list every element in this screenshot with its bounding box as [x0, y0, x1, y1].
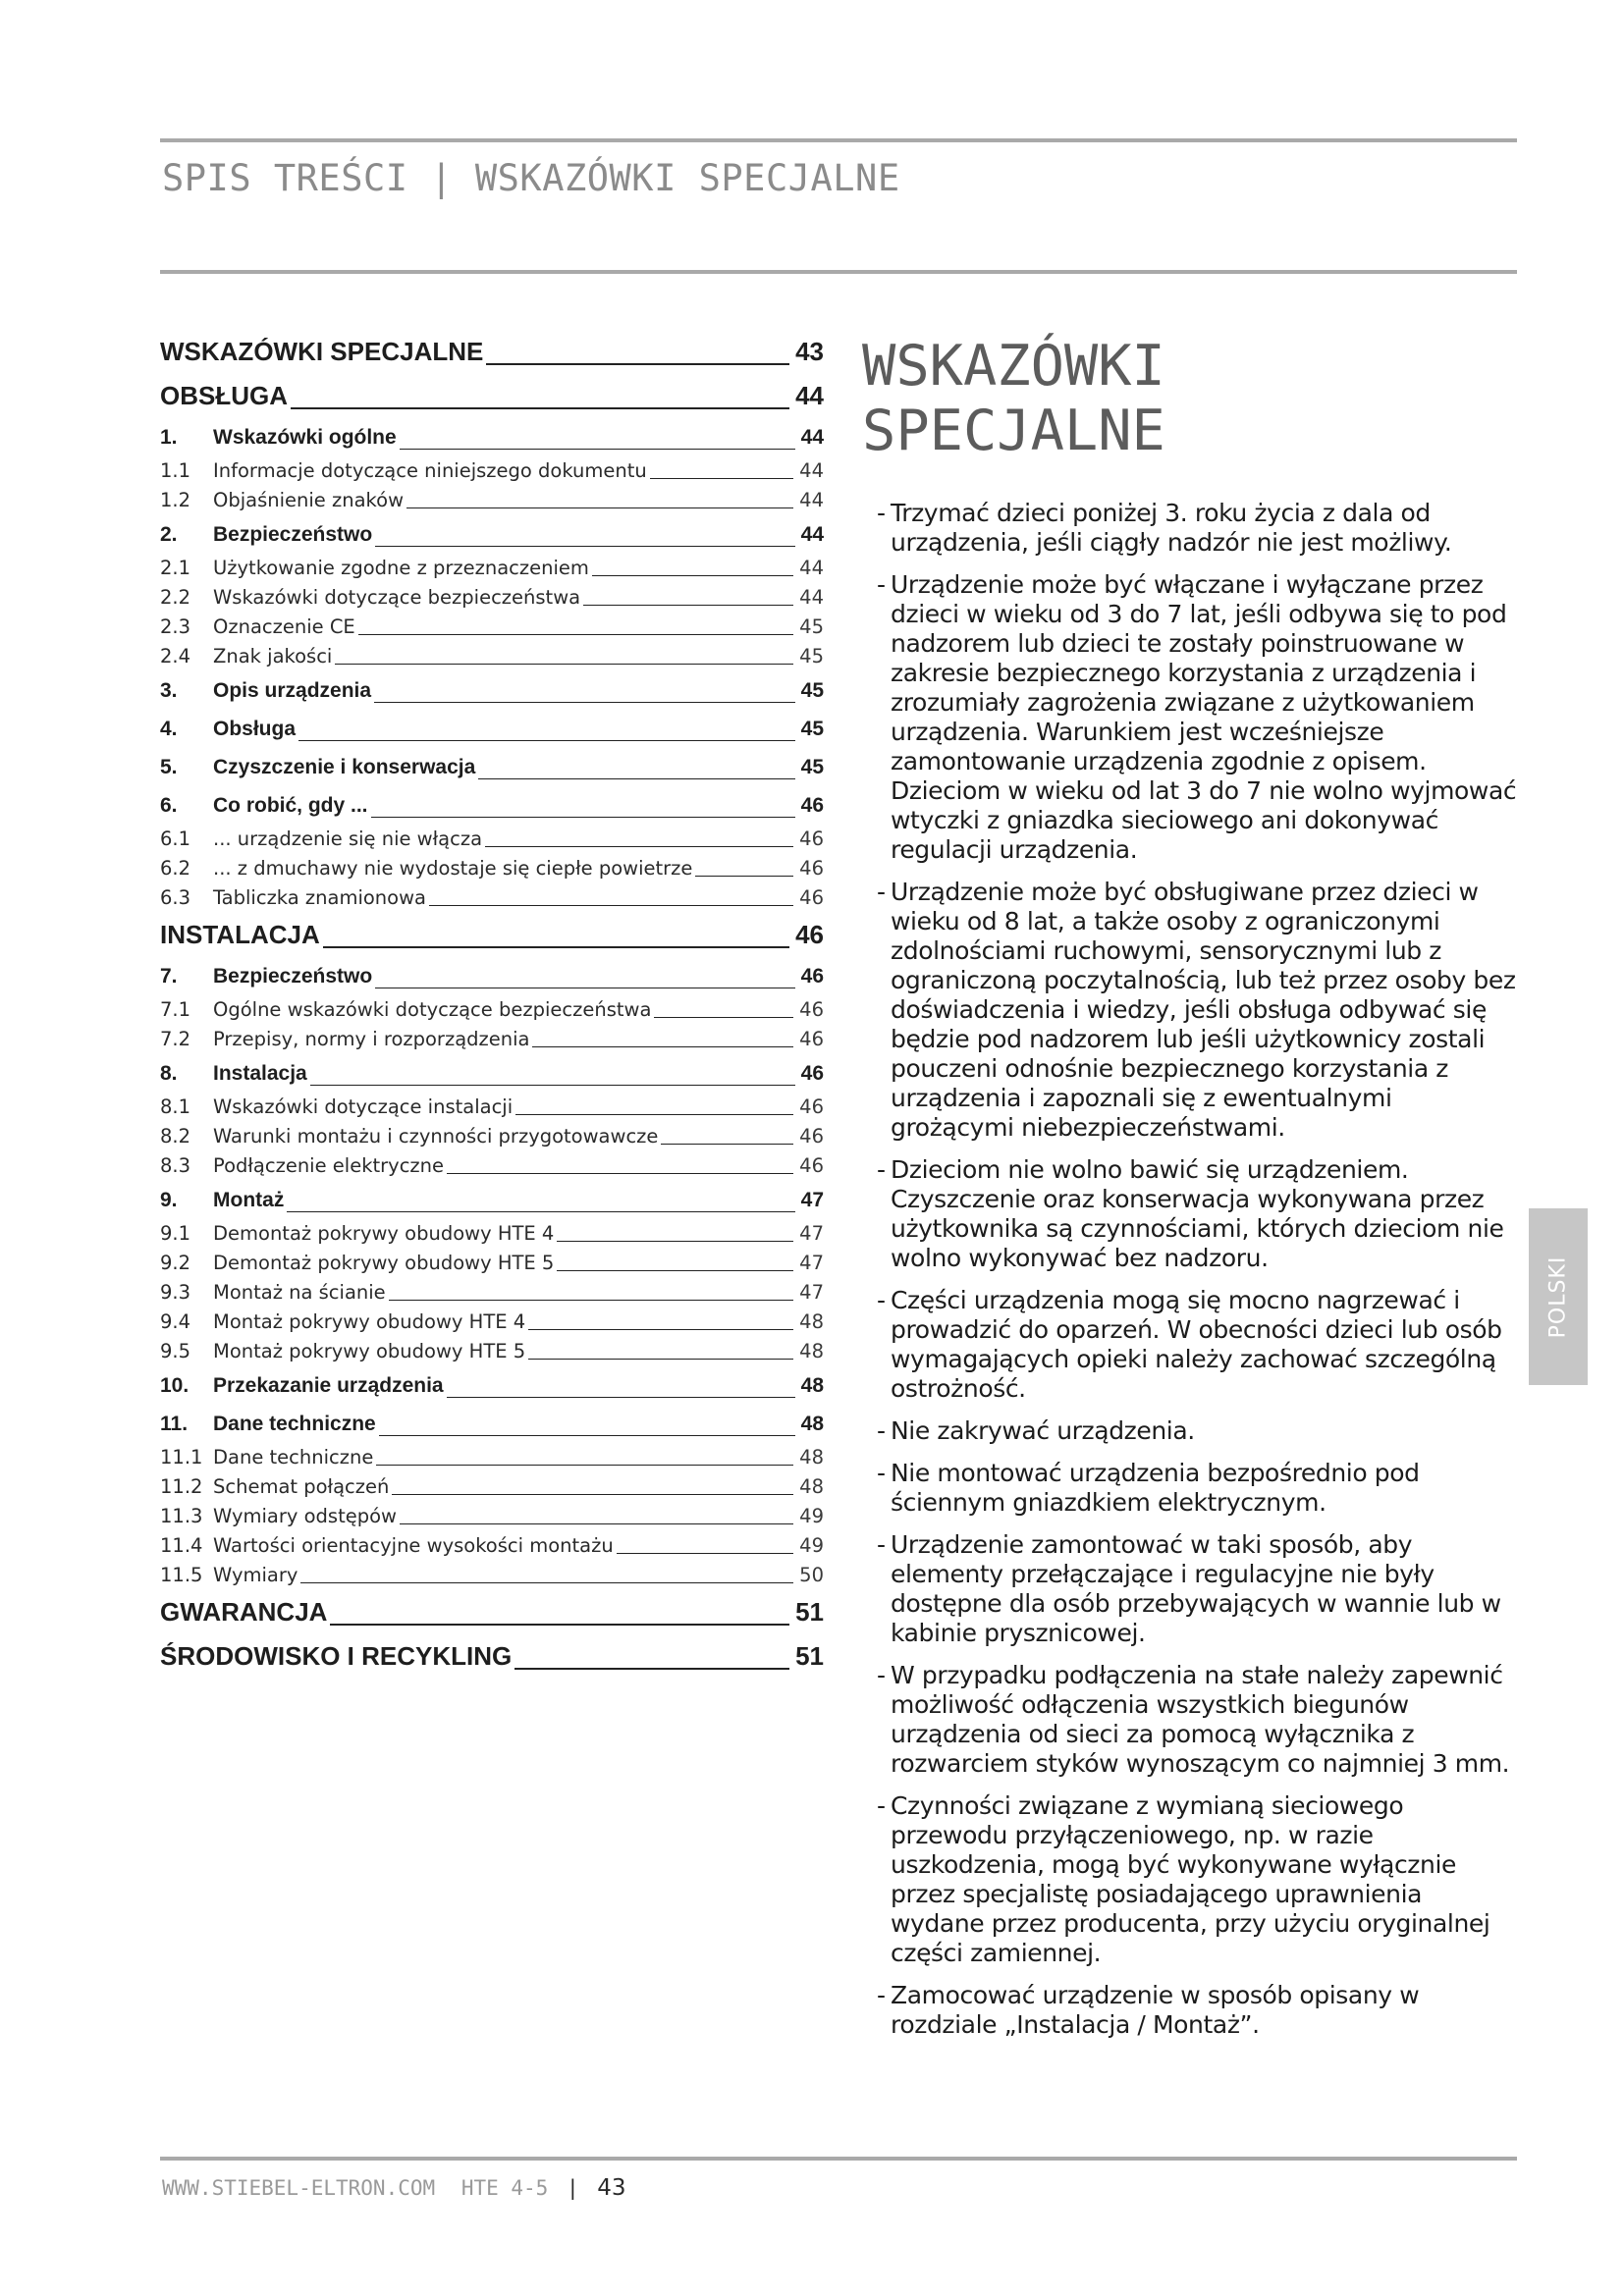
toc-entry-number: 11.2 [160, 1475, 203, 1498]
language-tab [1529, 1208, 1588, 1385]
toc-entry-page: 46 [799, 1125, 824, 1148]
safety-note [877, 1530, 1517, 1648]
table-of-contents [160, 330, 824, 1679]
toc-entry-page: 44 [800, 426, 824, 449]
toc-entry-title: Dane techniczne [213, 1413, 376, 1435]
toc-entry[interactable] [160, 1337, 824, 1366]
toc-entry-title: Czyszczenie i konserwacja [213, 756, 476, 778]
safety-note-text: Trzymać dzieci poniżej 3. roku życia z dala od urządzenia, jeśli ciągły nadzór nie jest możliwy. [891, 499, 1452, 557]
toc-entry-title: Przepisy, normy i rozporządzenia [213, 1028, 530, 1050]
toc-entry-page: 49 [799, 1505, 824, 1527]
toc-entry-number: 6.3 [160, 886, 191, 909]
toc-entry-title: Wskazówki dotyczące instalacji [213, 1095, 514, 1118]
toc-entry[interactable] [160, 710, 824, 748]
toc-entry-number: 2.3 [160, 615, 191, 638]
toc-entry-title: INSTALACJA [160, 920, 320, 949]
toc-leader-line [485, 846, 793, 847]
toc-entry-page: 48 [800, 1374, 824, 1397]
safety-note [877, 878, 1517, 1143]
page-footer [162, 2175, 626, 2201]
toc-entry[interactable] [160, 1590, 824, 1634]
toc-leader-line [310, 1085, 795, 1086]
safety-note-text: Urządzenie może być obsługiwane przez dzieci w wieku od 8 lat, a także osoby z ograniczonymi zdolnościami ruchowymi, sensorycznymi lub z ograniczoną poczytalnością, lub też przez osoby bez doświadczenia i wiedzy, jeśli obsługa odbywać się będzie pod nadzorem lub jeśli użytkownicy zostali pouczeni odnośnie bezpiecznego korzystania z urządzenia i zapoznali się z ewentualnymi grożącymi niebezpieczeństwami. [891, 878, 1516, 1142]
toc-entry-number: 11.3 [160, 1505, 203, 1527]
toc-entry-number: 8.2 [160, 1125, 191, 1148]
toc-entry-title: Użytkowanie zgodne z przeznaczeniem [213, 557, 589, 579]
footer-separator: | [566, 2176, 579, 2200]
toc-entry-number: 5. [160, 756, 178, 778]
bullet-dash: - [877, 1155, 886, 1184]
toc-leader-line [654, 1017, 793, 1018]
toc-entry-title: Bezpieczeństwo [213, 965, 373, 988]
toc-leader-line [374, 702, 795, 703]
toc-leader-line [379, 1435, 795, 1436]
language-tab-label: POLSKI [1545, 1255, 1571, 1338]
toc-leader-line [486, 363, 789, 365]
toc-entry-number: 1. [160, 426, 178, 449]
bullet-dash: - [877, 1661, 886, 1689]
toc-entry-title: Co robić, gdy ... [213, 794, 368, 817]
toc-leader-line [557, 1241, 793, 1242]
toc-entry-title: ... z dmuchawy nie wydostaje się ciepłe powietrze [213, 857, 693, 880]
toc-leader-line [287, 1211, 794, 1212]
toc-entry[interactable] [160, 995, 824, 1025]
toc-leader-line [532, 1046, 793, 1047]
bullet-dash: - [877, 1791, 886, 1820]
toc-entry-page: 43 [795, 337, 824, 366]
safety-note [877, 1459, 1517, 1518]
toc-leader-line [371, 817, 795, 818]
bullet-dash: - [877, 1530, 886, 1559]
safety-note-text: Nie montować urządzenia bezpośrednio pod ściennym gniazdkiem elektrycznym. [891, 1459, 1420, 1517]
toc-entry-page: 45 [800, 679, 824, 702]
toc-entry[interactable] [160, 1219, 824, 1249]
toc-entry-number: 8.1 [160, 1095, 191, 1118]
toc-entry-number: 2. [160, 523, 178, 546]
toc-entry-number: 7.1 [160, 998, 191, 1021]
toc-entry-page: 46 [799, 828, 824, 850]
footer-page-number: 43 [597, 2175, 626, 2201]
toc-leader-line [406, 507, 793, 508]
toc-leader-line [515, 1114, 793, 1115]
bullet-dash: - [877, 499, 886, 527]
toc-entry-page: 46 [799, 998, 824, 1021]
toc-entry-number: 11. [160, 1413, 189, 1435]
toc-entry-page: 44 [799, 459, 824, 482]
toc-entry-page: 47 [799, 1252, 824, 1274]
toc-entry[interactable] [160, 671, 824, 710]
toc-entry[interactable] [160, 748, 824, 786]
safety-note-text: Nie zakrywać urządzenia. [891, 1416, 1195, 1445]
toc-leader-line [375, 546, 794, 547]
toc-entry-page: 46 [800, 794, 824, 817]
toc-entry-title: Montaż pokrywy obudowy HTE 5 [213, 1340, 526, 1362]
toc-entry[interactable] [160, 583, 824, 613]
toc-leader-line [650, 478, 793, 479]
toc-entry[interactable] [160, 554, 824, 583]
toc-leader-line [392, 1494, 793, 1495]
toc-entry[interactable] [160, 642, 824, 671]
toc-entry-page: 46 [800, 1062, 824, 1085]
toc-entry-title: Wskazówki ogólne [213, 426, 397, 449]
toc-leader-line [617, 1553, 793, 1554]
toc-entry-page: 44 [800, 523, 824, 546]
toc-entry-title: Ogólne wskazówki dotyczące bezpieczeństwa [213, 998, 652, 1021]
toc-entry-title: Wskazówki dotyczące bezpieczeństwa [213, 586, 581, 609]
safety-note-text: Dzieciom nie wolno bawić się urządzeniem. Czyszczenie oraz konserwacja wykonywana przez użytkownika są czynnościami, których dzieciom nie wolno wykonywać bez nadzoru. [891, 1155, 1504, 1272]
toc-entry-title: Dane techniczne [213, 1446, 374, 1468]
section-heading-line-2: SPECJALNE [862, 399, 1165, 463]
toc-entry-number: 1.1 [160, 459, 191, 482]
header-bottom-rule [160, 270, 1517, 274]
safety-note-text: Części urządzenia mogą się mocno nagrzewać i prowadzić do oparzeń. W obecności dzieci lub osób wymagających opieki należy zachować szczególną ostrożność. [891, 1286, 1502, 1403]
safety-notes-list [877, 499, 1517, 2053]
toc-entry-page: 46 [795, 920, 824, 949]
toc-entry[interactable] [160, 854, 824, 883]
page-header-title: SPIS TREŚCI | WSKAZÓWKI SPECJALNE [162, 157, 900, 199]
toc-entry-page: 45 [799, 645, 824, 667]
footer-model: HTE 4-5 [460, 2176, 549, 2200]
toc-entry-title: Opis urządzenia [213, 679, 372, 702]
toc-entry-number: 9.1 [160, 1222, 191, 1245]
toc-entry[interactable] [160, 486, 824, 515]
toc-entry-page: 45 [800, 718, 824, 740]
section-heading [862, 334, 1165, 463]
toc-entry-number: 9.2 [160, 1252, 191, 1274]
toc-leader-line [300, 1582, 793, 1583]
safety-note-text: Zamocować urządzenie w sposób opisany w rozdziale „Instalacja / Montaż”. [891, 1981, 1420, 2039]
safety-note [877, 499, 1517, 558]
toc-leader-line [298, 740, 795, 741]
toc-entry-title: Przekazanie urządzenia [213, 1374, 444, 1397]
toc-entry-number: 2.4 [160, 645, 191, 667]
toc-entry-title: Warunki montażu i czynności przygotowawcze [213, 1125, 659, 1148]
toc-leader-line [661, 1144, 793, 1145]
toc-entry[interactable] [160, 1093, 824, 1122]
toc-entry-page: 45 [799, 615, 824, 638]
toc-entry-number: 3. [160, 679, 178, 702]
toc-entry-number: 2.2 [160, 586, 191, 609]
toc-entry-page: 51 [795, 1597, 824, 1627]
toc-entry[interactable] [160, 1122, 824, 1151]
toc-entry-title: Podłączenie elektryczne [213, 1154, 445, 1177]
toc-entry-page: 44 [799, 586, 824, 609]
toc-entry-page: 48 [799, 1340, 824, 1362]
toc-entry-page: 44 [795, 381, 824, 410]
toc-entry-title: Montaż pokrywy obudowy HTE 4 [213, 1310, 526, 1333]
toc-entry-page: 46 [799, 1028, 824, 1050]
toc-entry-page: 46 [799, 857, 824, 880]
toc-entry-title: Wymiary odstępów [213, 1505, 397, 1527]
toc-entry[interactable] [160, 418, 824, 456]
toc-leader-line [291, 407, 789, 409]
bullet-dash: - [877, 570, 886, 599]
safety-note-text: Czynności związane z wymianą sieciowego przewodu przyłączeniowego, np. w razie uszkodzenia, mogą być wykonywane wyłącznie przez specjalistę posiadającego uprawnienia wydane przez producenta, przy użyciu oryginalnej części zamiennej. [891, 1791, 1490, 1967]
toc-entry-number: 8. [160, 1062, 178, 1085]
toc-leader-line [330, 1624, 789, 1626]
bullet-dash: - [877, 1459, 886, 1487]
toc-leader-line [592, 575, 793, 576]
toc-entry-number: 7. [160, 965, 178, 988]
toc-entry[interactable] [160, 1366, 824, 1405]
toc-entry[interactable] [160, 1308, 824, 1337]
toc-entry-number: 7.2 [160, 1028, 191, 1050]
toc-entry-page: 48 [799, 1446, 824, 1468]
toc-entry-page: 46 [799, 1154, 824, 1177]
toc-entry[interactable] [160, 825, 824, 854]
toc-entry-number: 6. [160, 794, 178, 817]
safety-note [877, 1286, 1517, 1404]
toc-entry-number: 8.3 [160, 1154, 191, 1177]
toc-leader-line [400, 449, 795, 450]
toc-entry-title: Znak jakości [213, 645, 333, 667]
toc-entry[interactable] [160, 1472, 824, 1502]
toc-entry[interactable] [160, 456, 824, 486]
toc-entry-page: 46 [799, 1095, 824, 1118]
toc-entry[interactable] [160, 913, 824, 957]
toc-leader-line [447, 1397, 795, 1398]
toc-entry[interactable] [160, 1151, 824, 1181]
toc-leader-line [528, 1329, 793, 1330]
toc-leader-line [376, 1465, 793, 1466]
safety-note-text: Urządzenie zamontować w taki sposób, aby elementy przełączające i regulacyjne nie były dostępne dla osób przebywających w wannie lub w kabinie prysznicowej. [891, 1530, 1501, 1647]
bullet-dash: - [877, 1981, 886, 2009]
toc-entry-page: 49 [799, 1534, 824, 1557]
toc-leader-line [447, 1173, 793, 1174]
safety-note-text: Urządzenie może być włączane i wyłączane przez dzieci w wieku od 3 do 7 lat, jeśli odbywa się to pod nadzorem lub dzieci te zostały poinstruowane w zakresie bezpiecznego korzystania z urządzenia i zrozumiały zagrożenia związane z użytkowaniem urządzenia. Warunkiem jest wcześniejsze zamontowanie urządzenia zgodnie z opisem. Dzieciom w wieku od lat 3 do 7 nie wolno wyjmować wtyczki z gniazdka sieciowego ani dokonywać regulacji urządzenia. [891, 570, 1517, 864]
toc-entry-page: 44 [799, 489, 824, 511]
toc-entry-number: 6.2 [160, 857, 191, 880]
safety-note-text: W przypadku podłączenia na stałe należy zapewnić możliwość odłączenia wszystkich biegunów urządzenia od sieci za pomocą wyłącznika z rozwarciem styków wynoszącym co najmniej 3 mm. [891, 1661, 1510, 1778]
toc-entry-title: OBSŁUGA [160, 381, 288, 410]
toc-entry-page: 46 [799, 886, 824, 909]
toc-leader-line [557, 1270, 793, 1271]
toc-entry[interactable] [160, 1443, 824, 1472]
bullet-dash: - [877, 1416, 886, 1445]
toc-leader-line [400, 1523, 793, 1524]
toc-entry-page: 45 [800, 756, 824, 778]
toc-entry-page: 50 [799, 1564, 824, 1586]
toc-entry-page: 44 [799, 557, 824, 579]
safety-note [877, 1155, 1517, 1273]
toc-leader-line [695, 876, 793, 877]
toc-entry-number: 11.1 [160, 1446, 203, 1468]
toc-entry[interactable] [160, 1634, 824, 1679]
bullet-dash: - [877, 878, 886, 906]
toc-entry-page: 47 [800, 1189, 824, 1211]
toc-entry[interactable] [160, 1561, 824, 1590]
toc-entry-number: 9.4 [160, 1310, 191, 1333]
toc-entry-title: Obsługa [213, 718, 297, 740]
toc-entry-title: Instalacja [213, 1062, 307, 1085]
footer-website: WWW.STIEBEL-ELTRON.COM [162, 2176, 436, 2200]
toc-entry-number: 2.1 [160, 557, 191, 579]
toc-entry[interactable] [160, 1054, 824, 1093]
toc-entry-title: Demontaż pokrywy obudowy HTE 5 [213, 1252, 555, 1274]
header-top-rule [160, 138, 1517, 142]
toc-entry-number: 9. [160, 1189, 178, 1211]
toc-entry-number: 4. [160, 718, 178, 740]
toc-entry-number: 10. [160, 1374, 189, 1397]
toc-entry-page: 48 [800, 1413, 824, 1435]
toc-entry[interactable] [160, 515, 824, 554]
toc-entry-title: Informacje dotyczące niniejszego dokumentu [213, 459, 647, 482]
toc-entry[interactable] [160, 374, 824, 418]
toc-entry[interactable] [160, 1249, 824, 1278]
toc-entry-page: 51 [795, 1641, 824, 1671]
toc-leader-line [429, 905, 793, 906]
safety-note [877, 1661, 1517, 1779]
toc-entry-title: Schemat połączeń [213, 1475, 390, 1498]
safety-note [877, 1416, 1517, 1446]
toc-entry-title: ŚRODOWISKO I RECYKLING [160, 1641, 513, 1671]
toc-entry-title: Bezpieczeństwo [213, 523, 373, 546]
toc-entry-number: 9.3 [160, 1281, 191, 1304]
toc-entry[interactable] [160, 957, 824, 995]
toc-leader-line [478, 778, 794, 779]
toc-entry[interactable] [160, 1278, 824, 1308]
toc-entry-page: 46 [800, 965, 824, 988]
toc-leader-line [528, 1359, 793, 1360]
toc-entry-page: 47 [799, 1281, 824, 1304]
toc-entry[interactable] [160, 786, 824, 825]
toc-entry[interactable] [160, 1025, 824, 1054]
bullet-dash: - [877, 1286, 886, 1314]
safety-note [877, 1791, 1517, 1968]
toc-leader-line [583, 605, 793, 606]
toc-entry-title: Tabliczka znamionowa [213, 886, 426, 909]
toc-entry[interactable] [160, 883, 824, 913]
toc-entry-title: ... urządzenie się nie włącza [213, 828, 483, 850]
toc-entry-title: Objaśnienie znaków [213, 489, 405, 511]
toc-entry[interactable] [160, 1181, 824, 1219]
footer-rule [160, 2157, 1517, 2161]
toc-entry-number: 6.1 [160, 828, 191, 850]
toc-entry-title: Montaż na ścianie [213, 1281, 386, 1304]
toc-entry-title: WSKAZÓWKI SPECJALNE [160, 337, 484, 366]
toc-entry-title: Demontaż pokrywy obudowy HTE 4 [213, 1222, 555, 1245]
safety-note [877, 1981, 1517, 2040]
safety-note [877, 570, 1517, 865]
toc-entry[interactable] [160, 330, 824, 374]
toc-leader-line [358, 634, 793, 635]
toc-entry-page: 48 [799, 1475, 824, 1498]
toc-entry[interactable] [160, 1405, 824, 1443]
section-heading-line-1: WSKAZÓWKI [862, 334, 1165, 399]
toc-leader-line [323, 946, 789, 948]
toc-entry-title: Wartości orientacyjne wysokości montażu [213, 1534, 614, 1557]
toc-entry-page: 47 [799, 1222, 824, 1245]
toc-entry-title: Montaż [213, 1189, 285, 1211]
toc-entry-title: Oznaczenie CE [213, 615, 355, 638]
toc-entry-number: 11.4 [160, 1534, 203, 1557]
toc-leader-line [389, 1300, 794, 1301]
toc-entry-title: Wymiary [213, 1564, 298, 1586]
toc-entry-number: 11.5 [160, 1564, 203, 1586]
toc-entry-number: 9.5 [160, 1340, 191, 1362]
toc-entry-page: 48 [799, 1310, 824, 1333]
toc-leader-line [335, 664, 793, 665]
toc-entry-number: 1.2 [160, 489, 191, 511]
toc-entry[interactable] [160, 1531, 824, 1561]
toc-entry-title: GWARANCJA [160, 1597, 328, 1627]
toc-entry[interactable] [160, 613, 824, 642]
toc-entry[interactable] [160, 1502, 824, 1531]
toc-leader-line [514, 1668, 789, 1670]
